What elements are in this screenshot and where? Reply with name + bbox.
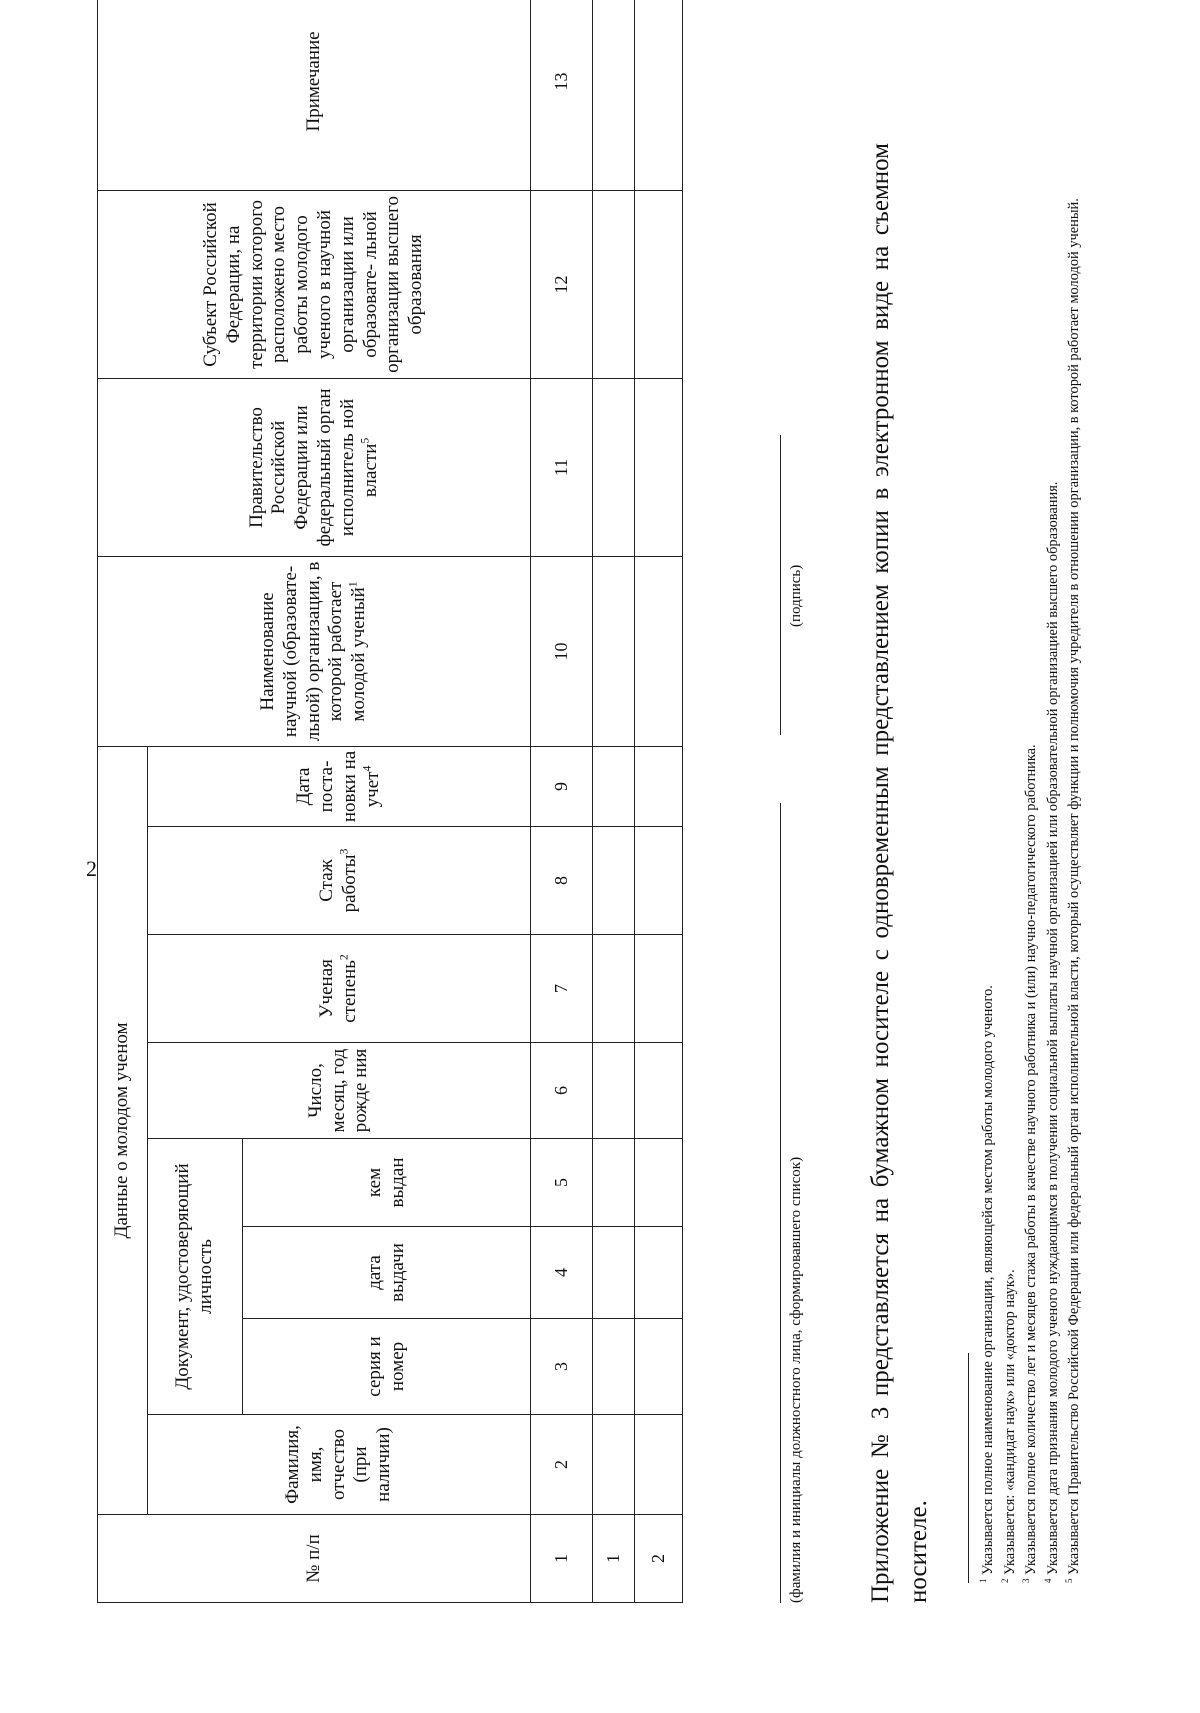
cell: [593, 556, 635, 746]
page-number: 2: [86, 856, 97, 881]
cell: [635, 190, 683, 378]
header-org-name: Наименование научной (образовате- льной) организации, в которой работает молодой ученый$^1$: [98, 556, 531, 746]
column-number: 3: [531, 1319, 593, 1415]
column-number: 1: [531, 1515, 593, 1603]
header-experience: Стаж работы$^3$: [148, 827, 531, 935]
header-issued-by: кем выдан: [243, 1139, 531, 1227]
appendix-note: Приложение № 3 представляется на бумажном носителе с одновременным представлением копии в электронном виде на съемном носителе.: [867, 143, 932, 1603]
cell: [593, 1227, 635, 1319]
table-row: [593, 0, 635, 1603]
column-number: 10: [531, 556, 593, 746]
cell: [635, 1227, 683, 1319]
cell: [635, 1139, 683, 1227]
cell: [593, 190, 635, 378]
cell: [593, 0, 635, 190]
signature-line: [780, 435, 781, 735]
cell: [635, 378, 683, 556]
footnote: $^2$ Указывается: «кандидат наук» или «доктор наук».: [999, 1269, 1018, 1583]
official-name-caption: (фамилия и инициалы должностного лица, сформировавшего список): [788, 1156, 804, 1603]
column-number: 5: [531, 1139, 593, 1227]
cell: [635, 1043, 683, 1139]
footnote: $^3$ Указывается полное количество лет и месяцев стажа работы в качестве научного работника и (или) научно-педагогического работника.: [1021, 744, 1040, 1583]
footnote: $^1$ Указывается полное наименование организации, являющейся местом работы молодого ученого.: [978, 985, 996, 1583]
column-number: 12: [531, 190, 593, 378]
column-number: 4: [531, 1227, 593, 1319]
cell: [593, 1139, 635, 1227]
column-number: 8: [531, 827, 593, 935]
official-name-line: [780, 803, 781, 1603]
column-numbers-row: [531, 0, 593, 1603]
column-number: 9: [531, 746, 593, 826]
cell: [593, 935, 635, 1043]
footnotes: [978, 143, 1086, 1603]
footnote: $^5$ Указывается Правительство Российской Федерации или федеральный орган исполнительной власти, который осуществляет функции и полномочия учредителя в отношении организации, в которой работает молодой ученый.: [1064, 198, 1083, 1583]
column-number: 7: [531, 935, 593, 1043]
column-number: 2: [531, 1415, 593, 1515]
footnote-rule: [968, 1353, 969, 1583]
footnote: $^4$ Указывается дата признания молодого ученого нуждающимся в получении социальной выплаты научной организацией или образовательной организацией высшего образования.: [1043, 481, 1061, 1583]
cell: [593, 378, 635, 556]
cell: [635, 935, 683, 1043]
header-issue-date: дата выдачи: [243, 1227, 531, 1319]
cell: [635, 1415, 683, 1515]
cell: [635, 556, 683, 746]
header-degree: Ученая степень$^2$: [148, 935, 531, 1043]
young-scientists-table: [97, 0, 683, 1603]
cell: [635, 1319, 683, 1415]
column-number: 6: [531, 1043, 593, 1139]
cell: [593, 1319, 635, 1415]
cell: [635, 746, 683, 826]
row-number: 2: [635, 1515, 683, 1603]
table-row: [635, 0, 683, 1603]
cell: [593, 827, 635, 935]
cell: [635, 827, 683, 935]
row-number: 1: [593, 1515, 635, 1603]
signature-caption: (подпись): [788, 564, 804, 627]
header-note: Примечание: [98, 0, 531, 190]
header-series: серия и номер: [243, 1319, 531, 1415]
header-fio: Фамилия, имя, отчество (при наличии): [148, 1415, 531, 1515]
cell: [635, 0, 683, 190]
cell: [593, 746, 635, 826]
cell: [593, 1043, 635, 1139]
header-authority: Правительство Российской Федерации или федеральный орган исполнитель ной власти$^5$: [98, 378, 531, 556]
column-number: 11: [531, 378, 593, 556]
cell: [593, 1415, 635, 1515]
column-number: 13: [531, 0, 593, 190]
header-birth: Число, месяц, год рожде ния: [148, 1043, 531, 1139]
signature-block: [770, 3, 830, 1603]
header-num: № п/п: [98, 1515, 531, 1603]
header-group-document: Документ, удостоверяющий личность: [148, 1139, 243, 1415]
header-region: Субъект Российской Федерации, на территории которого расположено место работы молодого ученого в научной организации или образовате- льной организации высшего образования: [98, 190, 531, 378]
header-reg-date: Дата поста- новки на учет$^4$: [148, 746, 531, 826]
header-group-young-scientist: Данные о молодом ученом: [98, 746, 148, 1514]
